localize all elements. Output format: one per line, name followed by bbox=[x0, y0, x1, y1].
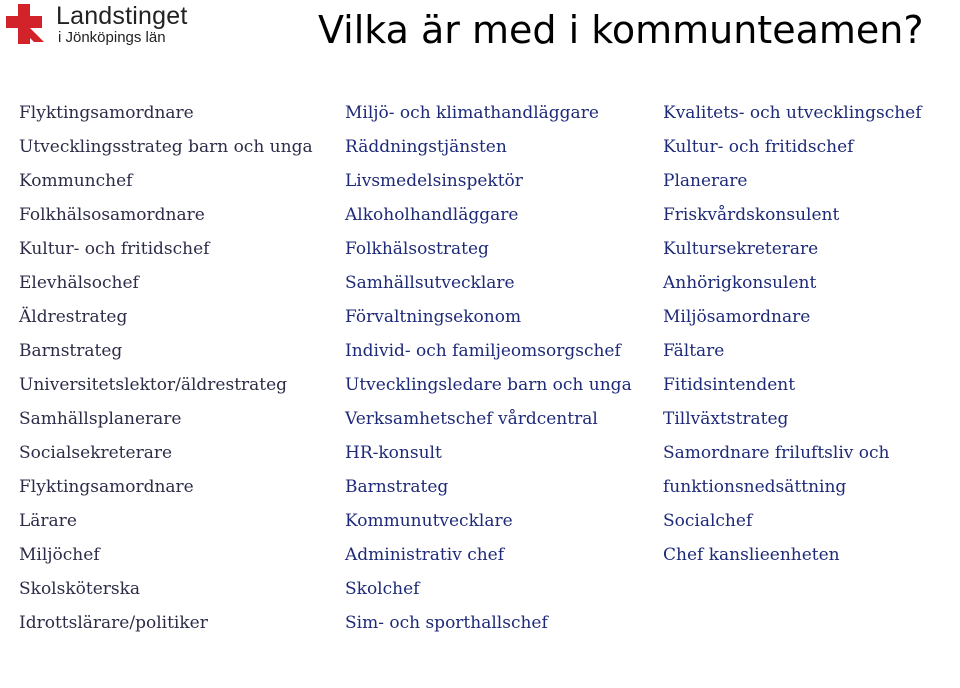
list-item: Chef kanslieenheten bbox=[663, 545, 840, 565]
cross-logo-icon bbox=[4, 2, 52, 46]
list-item: Skolsköterska bbox=[19, 579, 141, 599]
list-item: Samhällsutvecklare bbox=[345, 273, 515, 293]
list-item: Universitetslektor/äldrestrateg bbox=[19, 375, 288, 395]
list-item: Utvecklingsledare barn och unga bbox=[345, 375, 632, 395]
list-item: Idrottslärare/politiker bbox=[19, 613, 208, 633]
logo-name: Landstinget bbox=[56, 2, 188, 30]
list-item: Utvecklingsstrateg barn och unga bbox=[19, 137, 313, 157]
list-item: Alkoholhandläggare bbox=[345, 205, 519, 225]
role-list-column-1 bbox=[19, 96, 313, 640]
list-item: Kommunutvecklare bbox=[345, 511, 513, 531]
list-item: Barnstrateg bbox=[345, 477, 449, 497]
list-item: Tillväxtstrateg bbox=[663, 409, 789, 429]
list-item: Miljöchef bbox=[19, 545, 100, 565]
list-item: Planerare bbox=[663, 171, 748, 191]
logo-subname: i Jönköpings län bbox=[58, 29, 166, 46]
list-item: Miljösamordnare bbox=[663, 307, 811, 327]
role-list-column-2 bbox=[345, 96, 632, 640]
list-item: HR-konsult bbox=[345, 443, 442, 463]
list-item: Kultur- och fritidschef bbox=[19, 239, 210, 259]
list-item: Friskvårdskonsulent bbox=[663, 205, 840, 225]
landstinget-logo bbox=[4, 2, 204, 48]
role-list-column-3 bbox=[663, 96, 922, 572]
list-item: Skolchef bbox=[345, 579, 420, 599]
list-item: Kvalitets- och utvecklingschef bbox=[663, 103, 922, 123]
list-item: Kultursekreterare bbox=[663, 239, 819, 259]
list-item: Räddningstjänsten bbox=[345, 137, 507, 157]
list-item: Folkhälsostrateg bbox=[345, 239, 489, 259]
list-item: Miljö- och klimathandläggare bbox=[345, 103, 599, 123]
list-item: Barnstrateg bbox=[19, 341, 123, 361]
list-item: Förvaltningsekonom bbox=[345, 307, 522, 327]
list-item: Elevhälsochef bbox=[19, 273, 139, 293]
list-item: Kultur- och fritidschef bbox=[663, 137, 854, 157]
list-item: Fältare bbox=[663, 341, 725, 361]
list-item: Samordnare friluftsliv och bbox=[663, 443, 890, 463]
list-item: Fitidsintendent bbox=[663, 375, 796, 395]
list-item: Anhörigkonsulent bbox=[663, 273, 817, 293]
list-item: Flyktingsamordnare bbox=[19, 477, 194, 497]
list-item: Lärare bbox=[19, 511, 77, 531]
list-item: Sim- och sporthallschef bbox=[345, 613, 548, 633]
list-item: Livsmedelsinspektör bbox=[345, 171, 523, 191]
list-item: Folkhälsosamordnare bbox=[19, 205, 205, 225]
list-item: Kommunchef bbox=[19, 171, 133, 191]
list-item: Socialchef bbox=[663, 511, 753, 531]
list-item: Administrativ chef bbox=[345, 545, 505, 565]
list-item: Samhällsplanerare bbox=[19, 409, 182, 429]
page-title: Vilka är med i kommunteamen? bbox=[318, 8, 924, 52]
list-item: Äldrestrateg bbox=[19, 307, 128, 327]
list-item: Socialsekreterare bbox=[19, 443, 173, 463]
list-item: Flyktingsamordnare bbox=[19, 103, 194, 123]
list-item: Individ- och familjeomsorgschef bbox=[345, 341, 621, 361]
list-item: Verksamhetschef vårdcentral bbox=[345, 409, 598, 429]
list-item: funktionsnedsättning bbox=[663, 477, 847, 497]
